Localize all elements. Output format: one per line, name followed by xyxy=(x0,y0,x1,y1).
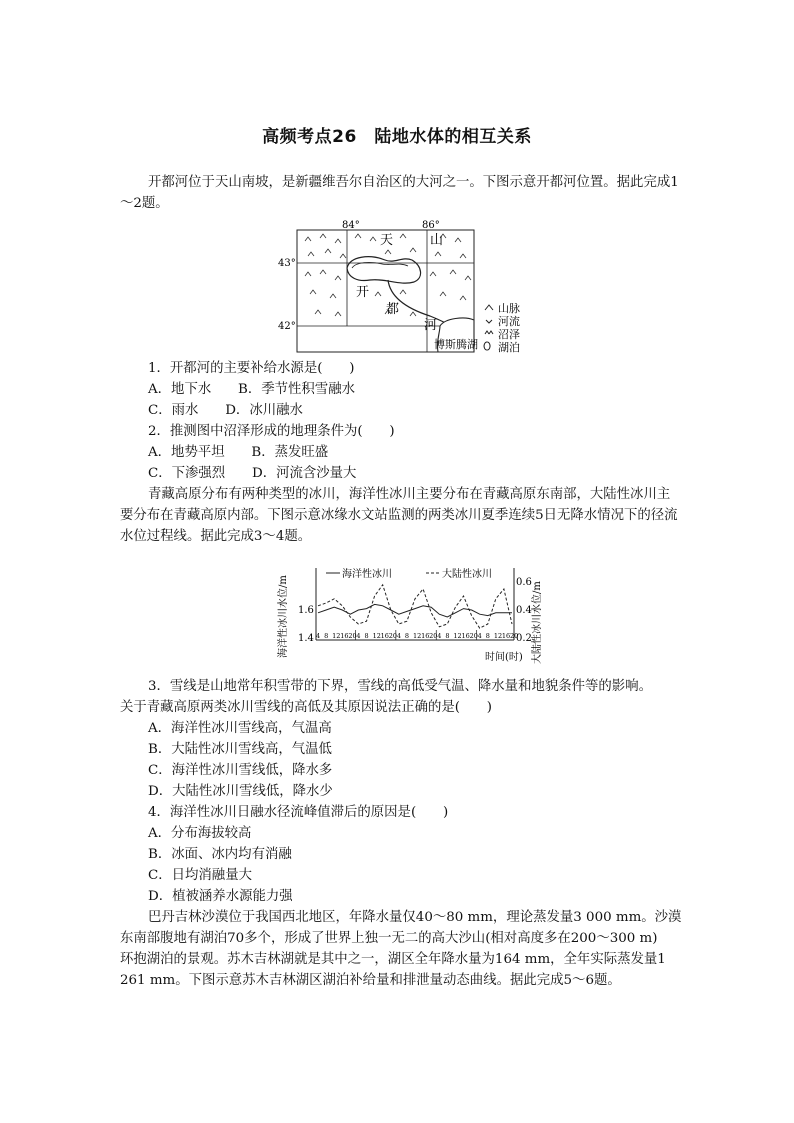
x-tick-label: 8 xyxy=(485,632,490,640)
latitude-42-label: 42° xyxy=(278,321,296,332)
glacier-hydrograph xyxy=(278,560,550,670)
intro3-line3: 环抱湖泊的景观。苏木吉林湖就是其中之一，湖区全年降水量为164 mm，全年实际蒸发量1 xyxy=(120,952,666,967)
x-tick-label: 16 xyxy=(340,632,349,640)
x-tick-label: 4 xyxy=(396,632,401,640)
q4-stem: 4．海洋性冰川日融水径流峰值滞后的原因是( ) xyxy=(148,805,449,820)
x-axis-label: 时间(时) xyxy=(485,652,523,663)
left-axis-label: 海洋性冰川水位/m xyxy=(278,575,289,658)
q3-option-b: B．大陆性冰川雪线高，气温低 xyxy=(148,742,332,757)
x-tick-label: 4 xyxy=(437,632,442,640)
legend-series-1: 海洋性冰川 xyxy=(342,569,392,580)
legend-river: 河流 xyxy=(498,315,520,328)
q1-options-row2: C．雨水 D．冰川融水 xyxy=(148,403,303,418)
q3-stem-line2: 关于青藏高原两类冰川雪线的高低及其原因说法正确的是( ) xyxy=(120,700,492,715)
right-y-tick-label: 0.4 xyxy=(516,605,532,616)
x-tick-label: 20 xyxy=(388,632,398,640)
kaidu-river-map xyxy=(278,216,530,360)
q2-options-row1: A．地势平坦 B．蒸发旺盛 xyxy=(148,445,329,460)
legend-mountain: 山脉 xyxy=(498,302,520,315)
x-tick-label: 12 xyxy=(372,632,381,640)
x-tick-label: 16 xyxy=(421,632,430,640)
x-tick-label: 20 xyxy=(429,632,438,640)
intro3-line2: 东南部腹地有湖泊70多个，形成了世界上独一无二的高大沙山(相对高度多在200～300 m) xyxy=(120,931,658,946)
q4-option-d: D．植被涵养水源能力强 xyxy=(148,889,293,904)
x-tick-label: 8 xyxy=(364,632,369,640)
q2-stem: 2．推测图中沼泽形成的地理条件为( ) xyxy=(148,424,395,439)
legend-swamp: 沼泽 xyxy=(498,328,520,341)
du-char: 都 xyxy=(386,302,400,317)
x-tick-label: 4 xyxy=(316,632,321,640)
q4-option-b: B．冰面、冰内均有消融 xyxy=(148,847,292,862)
shan-char: 山 xyxy=(430,233,444,248)
page-title: 高频考点26 陆地水体的相互关系 xyxy=(262,127,532,147)
kaidu-basin-outline xyxy=(347,257,421,283)
x-tick-label: 16 xyxy=(380,632,389,640)
q3-option-c: C．海洋性冰川雪线低，降水多 xyxy=(148,763,333,778)
q3-option-a: A．海洋性冰川雪线高，气温高 xyxy=(148,721,332,736)
longitude-86-label: 86° xyxy=(422,220,440,231)
x-tick-label: 12 xyxy=(493,632,503,640)
intro-paragraph-2: 青藏高原分布有两种类型的冰川，海洋性冰川主要分布在青藏高原东南部，大陆性冰川主要分布在青藏高原内部。下图示意冰缘水文站监测的两类冰川夏季连续5日无降水情况下的径流水位过程线。据此完成3～4题。 xyxy=(120,487,678,544)
x-tick-label: 4 xyxy=(356,632,361,640)
right-axis-label: 大陆性冰川水位/m xyxy=(532,581,543,664)
intro-paragraph-1: 开都河位于天山南坡，是新疆维吾尔自治区的大河之一。下图示意开都河位置。据此完成1～2题。 xyxy=(120,175,679,211)
he-char: 河 xyxy=(424,318,438,333)
x-tick-label: 20 xyxy=(348,632,357,640)
x-tick-label: 8 xyxy=(445,632,450,640)
longitude-84-label: 84° xyxy=(342,220,360,231)
x-tick-label: 4 xyxy=(477,632,482,640)
q1-options-row1: A．地下水 B．季节性积雪融水 xyxy=(148,382,355,397)
q1-stem: 1．开都河的主要补给水源是( ) xyxy=(148,361,355,376)
x-tick-label: 12 xyxy=(453,632,462,640)
left-y-tick-label: 1.4 xyxy=(298,633,314,644)
x-tick-label: 20 xyxy=(510,632,519,640)
x-tick-label: 16 xyxy=(461,632,470,640)
x-tick-label: 8 xyxy=(404,632,410,640)
x-tick-label: 20 xyxy=(469,632,478,640)
x-tick-label: 8 xyxy=(324,632,329,640)
right-y-tick-label: 0.6 xyxy=(516,577,532,588)
q3-stem-line1: 3．雪线是山地常年积雪带的下界，雪线的高低受气温、降水量和地貌条件等的影响。 xyxy=(148,679,652,694)
map-legend-symbols xyxy=(484,305,493,350)
x-tick-label: 12 xyxy=(332,632,341,640)
q3-option-d: D．大陆性冰川雪线低，降水少 xyxy=(148,784,333,799)
intro3-line4: 261 mm。下图示意苏木吉林湖区湖泊补给量和排泄量动态曲线。据此完成5～6题。 xyxy=(120,973,621,988)
right-y-tick-label: 0.2 xyxy=(516,633,532,644)
latitude-43-label: 43° xyxy=(278,258,296,269)
lake-name-label: 博斯腾湖 xyxy=(434,338,478,351)
left-y-tick-label: 1.6 xyxy=(298,605,314,616)
series-line-2 xyxy=(318,585,512,628)
legend-series-2: 大陆性冰川 xyxy=(442,569,492,580)
q4-option-c: C．日均消融量大 xyxy=(148,868,252,883)
x-tick-label: 16 xyxy=(501,632,511,640)
kai-char: 开 xyxy=(356,285,370,300)
x-tick-label: 12 xyxy=(413,632,422,640)
legend-lake: 湖泊 xyxy=(498,341,520,354)
intro3-line1: 巴丹吉林沙漠位于我国西北地区，年降水量仅40～80 mm，理论蒸发量3 000 mm。沙漠 xyxy=(148,910,682,925)
q4-option-a: A．分布海拔较高 xyxy=(148,826,252,841)
tian-char: 天 xyxy=(380,233,394,248)
q2-options-row2: C．下渗强烈 D．河流含沙量大 xyxy=(148,466,357,481)
series-line-1 xyxy=(318,604,512,617)
